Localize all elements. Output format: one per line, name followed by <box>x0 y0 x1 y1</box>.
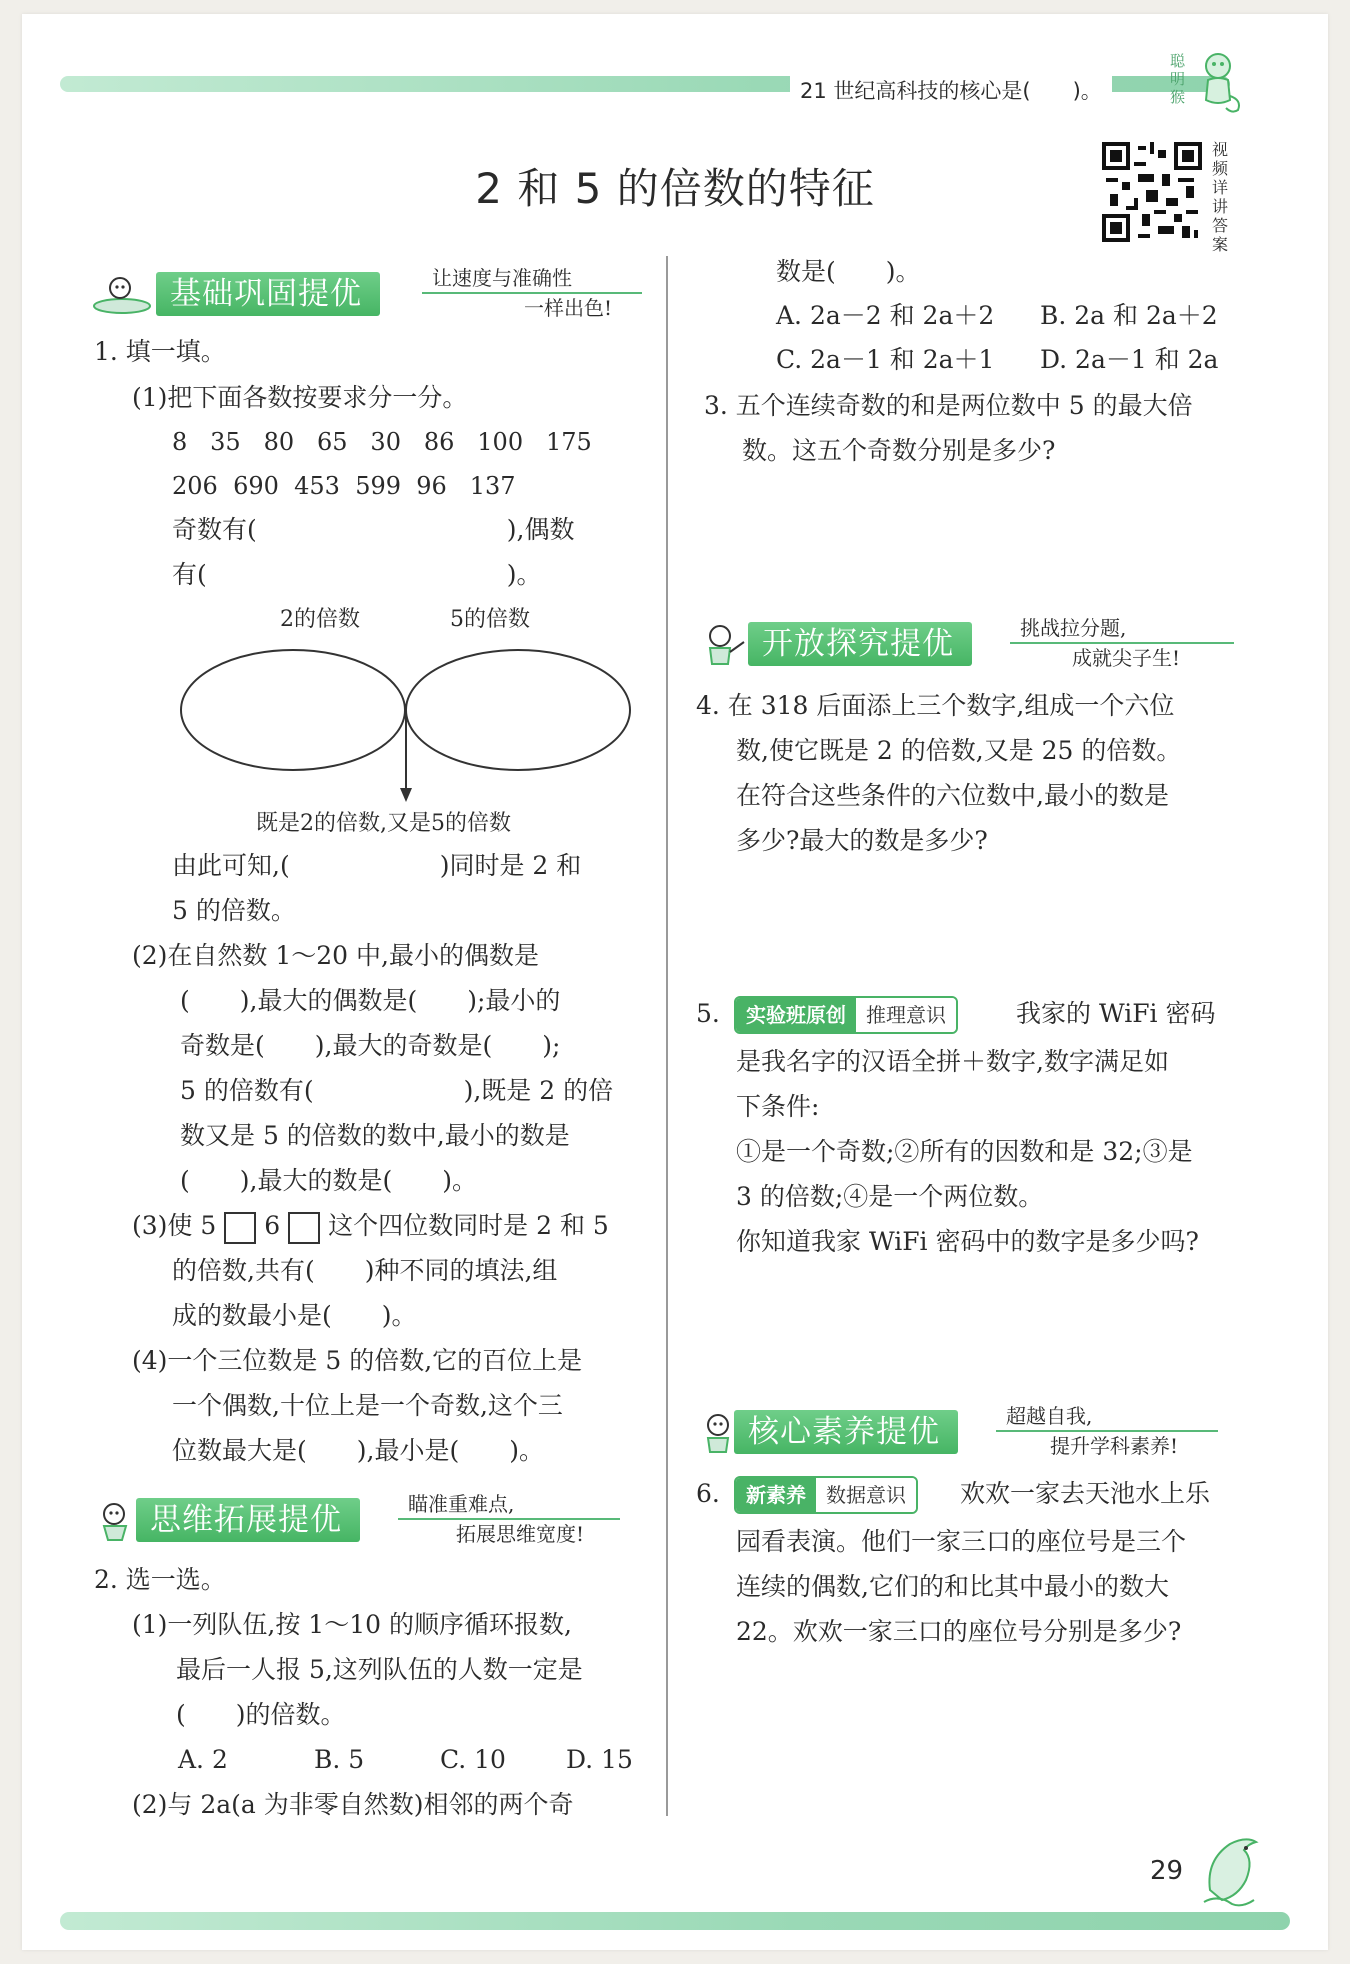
q1-part2-line3[interactable]: 奇数是( ),最大的奇数是( ); <box>180 1031 561 1060</box>
q5-line6: 你知道我家 WiFi 密码中的数字是多少吗? <box>736 1227 1199 1256</box>
q2-part2-line1: (2)与 2a(a 为非零自然数)相邻的两个奇 <box>132 1790 574 1819</box>
q3-line2: 数。这五个奇数分别是多少? <box>742 436 1056 465</box>
conclusion-line2: 5 的倍数。 <box>172 896 296 925</box>
q1-part2-line2[interactable]: ( ),最大的偶数是( );最小的 <box>180 986 561 1015</box>
slogan-line2: 一样出色! <box>524 296 613 320</box>
digit-box-1[interactable] <box>224 1212 256 1244</box>
slogan-underline <box>422 292 642 294</box>
slogan-line1: 超越自我, <box>1006 1404 1093 1428</box>
venn-right-label: 5的倍数 <box>450 607 530 632</box>
q6-tag-primary: 新素养 <box>736 1478 816 1512</box>
q4-line1: 4. 在 318 后面添上三个数字,组成一个六位 <box>696 691 1175 720</box>
q4-line3: 在符合这些条件的六位数中,最小的数是 <box>736 781 1169 810</box>
conclusion-blank[interactable]: 由此可知,( )同时是 2 和 <box>172 851 582 880</box>
section-title: 思维拓展提优 <box>136 1498 360 1542</box>
q5-tag-primary: 实验班原创 <box>736 998 856 1032</box>
q5-line3: 下条件: <box>736 1092 820 1121</box>
q5-line4: ①是一个奇数;②所有的因数和是 32;③是 <box>736 1137 1193 1166</box>
section-banner-kaifang <box>694 616 1254 670</box>
q1-part3-line1 <box>132 1208 609 1244</box>
q2-part2-line2[interactable]: 数是( )。 <box>776 257 921 286</box>
odd-numbers-blank[interactable]: 奇数有( ),偶数 <box>172 515 575 544</box>
even-numbers-blank[interactable]: 有( )。 <box>172 560 542 589</box>
q2-part1-line2: 最后一人报 5,这列队伍的人数一定是 <box>176 1655 583 1684</box>
slogan-line2: 拓展思维宽度! <box>456 1522 585 1546</box>
slogan-line2: 成就尖子生! <box>1072 646 1181 670</box>
q6-line1: 欢欢一家去天池水上乐 <box>960 1479 1211 1508</box>
q2-part2-option-d[interactable]: D. 2a－1 和 2a <box>1040 345 1219 374</box>
q1-part2-line1: (2)在自然数 1～20 中,最小的偶数是 <box>132 941 539 970</box>
q2-heading: 2. 选一选。 <box>94 1565 226 1594</box>
q6-tag-secondary: 数据意识 <box>816 1478 916 1512</box>
slogan-line1: 让速度与准确性 <box>432 266 572 290</box>
mascot-label: 聪明猴 <box>1170 52 1186 106</box>
q2-option-d[interactable]: D. 15 <box>566 1745 633 1774</box>
q1-part4-line2: 一个偶数,十位上是一个奇数,这个三 <box>172 1391 563 1420</box>
q6-line4: 22。欢欢一家三口的座位号分别是多少? <box>736 1617 1182 1646</box>
q2-option-a[interactable]: A. 2 <box>178 1745 228 1774</box>
slogan-underline <box>996 1430 1218 1432</box>
column-divider <box>666 256 668 1816</box>
q1-part3-line2[interactable]: 的倍数,共有( )种不同的填法,组 <box>172 1256 558 1285</box>
q1-part2-line5: 数又是 5 的倍数的数中,最小的数是 <box>180 1121 570 1150</box>
page-title: 2 和 5 的倍数的特征 <box>475 164 875 213</box>
q2-part2-option-b[interactable]: B. 2a 和 2a＋2 <box>1040 301 1218 330</box>
q1-part1: (1)把下面各数按要求分一分。 <box>132 383 468 412</box>
section-banner-siwei <box>92 1492 652 1546</box>
q1-part3-suffix: 这个四位数同时是 2 和 5 <box>328 1211 609 1240</box>
q5-line2: 是我名字的汉语全拼＋数字,数字满足如 <box>736 1047 1169 1076</box>
q1-part2-line6[interactable]: ( ),最大的数是( )。 <box>180 1166 477 1195</box>
q4-line2: 数,使它既是 2 的倍数,又是 25 的倍数。 <box>736 736 1182 765</box>
monkey-mascot-icon <box>1196 50 1244 116</box>
q2-part2-option-a[interactable]: A. 2a－2 和 2a＋2 <box>776 301 995 330</box>
q6-line2: 园看表演。他们一家三口的座位号是三个 <box>736 1527 1187 1556</box>
q1-part3-line3[interactable]: 成的数最小是( )。 <box>172 1301 417 1330</box>
number-list-row2: 206 690 453 599 96 137 <box>172 472 516 500</box>
bottom-green-bar <box>60 1912 1290 1930</box>
venn-diagram <box>180 648 640 808</box>
section-title: 核心素养提优 <box>734 1410 958 1454</box>
qr-code-icon[interactable] <box>1102 142 1202 242</box>
q5-tag <box>734 996 958 1034</box>
q6-number: 6. <box>696 1479 720 1508</box>
q1-part4-line3[interactable]: 位数最大是( ),最小是( )。 <box>172 1436 544 1465</box>
qr-label: 视频详讲答案 <box>1212 140 1229 254</box>
q2-part1-line1: (1)一列队伍,按 1～10 的顺序循环报数, <box>132 1610 572 1639</box>
page-number: 29 <box>1150 1856 1184 1886</box>
digit-box-2[interactable] <box>288 1212 320 1244</box>
top-question: 21 世纪高科技的核心是( )。 <box>790 76 1112 106</box>
section-title: 基础巩固提优 <box>156 272 380 316</box>
q1-heading: 1. 填一填。 <box>94 337 226 366</box>
q2-option-c[interactable]: C. 10 <box>440 1745 506 1774</box>
q3-line1: 3. 五个连续奇数的和是两位数中 5 的最大倍 <box>704 391 1193 420</box>
q5-line1: 我家的 WiFi 密码 <box>1016 999 1216 1028</box>
slogan-underline <box>398 1518 620 1520</box>
q2-option-b[interactable]: B. 5 <box>314 1745 365 1774</box>
mascot-icon <box>694 624 754 666</box>
q1-part3-prefix: (3)使 5 <box>132 1211 217 1240</box>
q5-number: 5. <box>696 999 720 1028</box>
slogan-line1: 挑战拉分题, <box>1020 616 1127 640</box>
section-title: 开放探究提优 <box>748 622 972 666</box>
slogan-line1: 瞄准重难点, <box>408 1492 515 1516</box>
q2-part2-option-c[interactable]: C. 2a－1 和 2a＋1 <box>776 345 995 374</box>
mascot-icon <box>92 274 152 316</box>
number-list-row1: 8 35 80 65 30 86 100 175 <box>172 428 592 456</box>
q5-tag-secondary: 推理意识 <box>856 998 956 1032</box>
venn-left-label: 2的倍数 <box>280 607 360 632</box>
q5-line5: 3 的倍数;④是一个两位数。 <box>736 1182 1044 1211</box>
slogan-underline <box>1010 642 1234 644</box>
q6-line3: 连续的偶数,它们的和比其中最小的数大 <box>736 1572 1169 1601</box>
q1-part4-line1: (4)一个三位数是 5 的倍数,它的百位上是 <box>132 1346 583 1375</box>
q1-part3-mid: 6 <box>264 1211 281 1240</box>
q4-line4: 多少?最大的数是多少? <box>736 826 988 855</box>
q2-part1-line3[interactable]: ( )的倍数。 <box>176 1700 346 1729</box>
q1-part2-line4[interactable]: 5 的倍数有( ),既是 2 的倍 <box>180 1076 614 1105</box>
dolphin-icon <box>1196 1830 1266 1910</box>
q6-tag <box>734 1476 918 1514</box>
slogan-line2: 提升学科素养! <box>1050 1434 1179 1458</box>
venn-bottom-label: 既是2的倍数,又是5的倍数 <box>256 811 511 836</box>
section-banner-hexin <box>694 1404 1254 1458</box>
section-banner-jichu <box>92 266 652 320</box>
